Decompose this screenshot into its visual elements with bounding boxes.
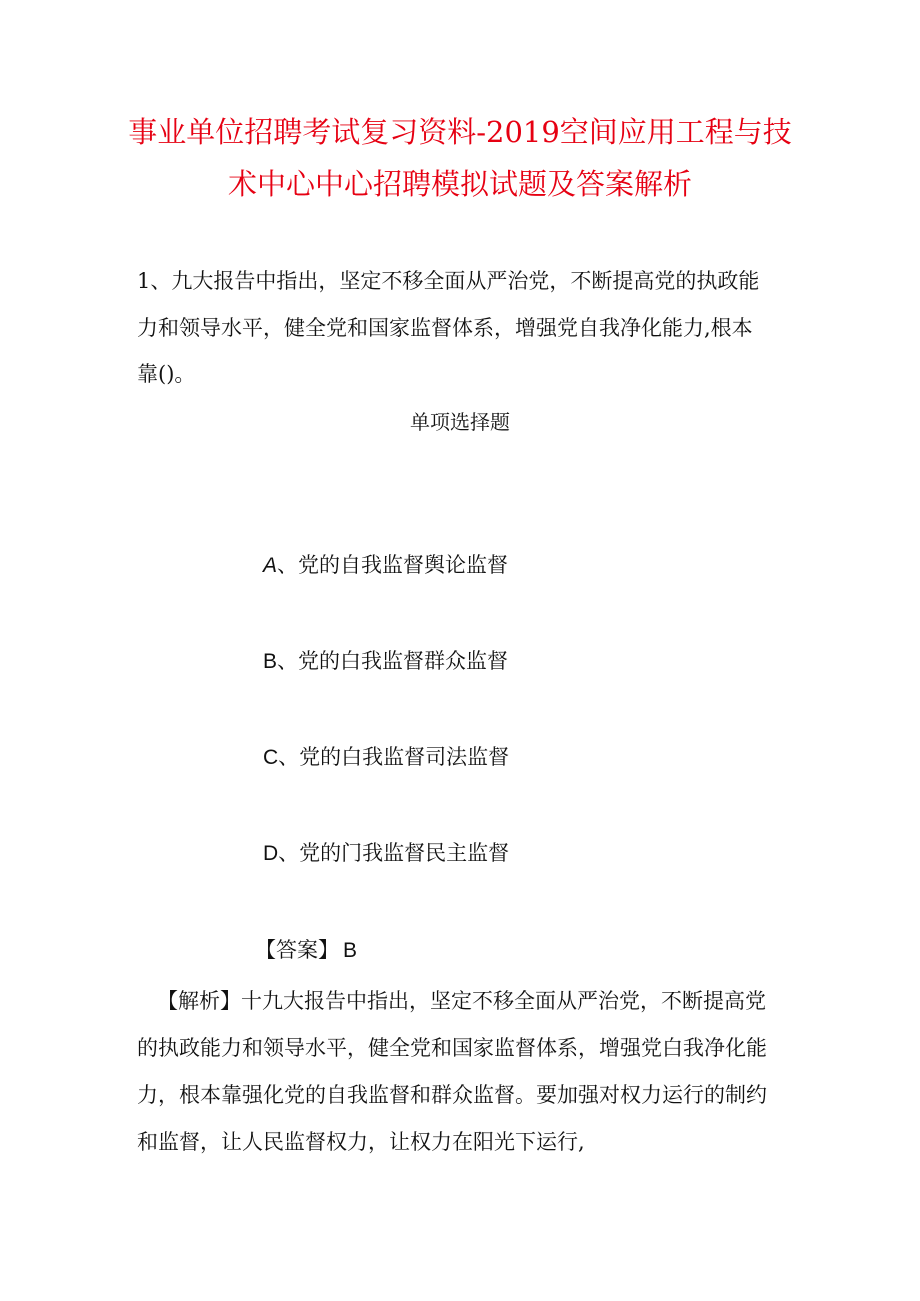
answer-value: B [343, 939, 358, 962]
option-a [263, 550, 508, 581]
document-title-line-1: 事业单位招聘考试复习资料-2019空间应用工程与技 [128, 115, 792, 149]
option-b-letter: B [263, 650, 278, 673]
explanation-line-2: 的执政能力和领导水平，健全党和国家监督体系，增强党白我净化能 [137, 1036, 767, 1060]
option-c-letter: C [263, 746, 279, 769]
question-text-line-1: 1、九大报告中指出，坚定不移全面从严治党，不断提高党的执政能 [137, 269, 760, 293]
option-c [263, 742, 509, 773]
option-d-text: 、党的门我监督民主监督 [278, 841, 510, 865]
question-text-line-2: 力和领导水平，健全党和国家监督体系，增强党自我净化能力,根本 [137, 316, 753, 340]
option-b [263, 646, 508, 677]
answer-label: 【答案】 [255, 938, 339, 962]
option-b-text: 、党的白我监督群众监督 [277, 649, 509, 673]
document-title-line-2: 术中心中心招聘模拟试题及答案解析 [227, 167, 692, 201]
option-a-text: 、党的自我监督舆论监督 [277, 553, 509, 577]
question-type-label: 单项选择题 [410, 410, 510, 434]
option-d [263, 838, 509, 869]
explanation-line-1: 【解析】十九大报告中指出，坚定不移全面从严治党，不断提高党 [157, 989, 766, 1013]
option-d-letter: D [263, 842, 279, 865]
option-c-text: 、党的白我监督司法监督 [278, 745, 510, 769]
answer-line [255, 935, 357, 966]
option-a-letter: A [263, 554, 278, 577]
explanation-line-3: 力，根本靠强化党的自我监督和群众监督。要加强对权力运行的制约 [137, 1083, 767, 1107]
question-text-line-3: 靠()。 [137, 362, 196, 386]
explanation-line-4: 和监督，让人民监督权力，让权力在阳光下运行, [137, 1130, 585, 1154]
